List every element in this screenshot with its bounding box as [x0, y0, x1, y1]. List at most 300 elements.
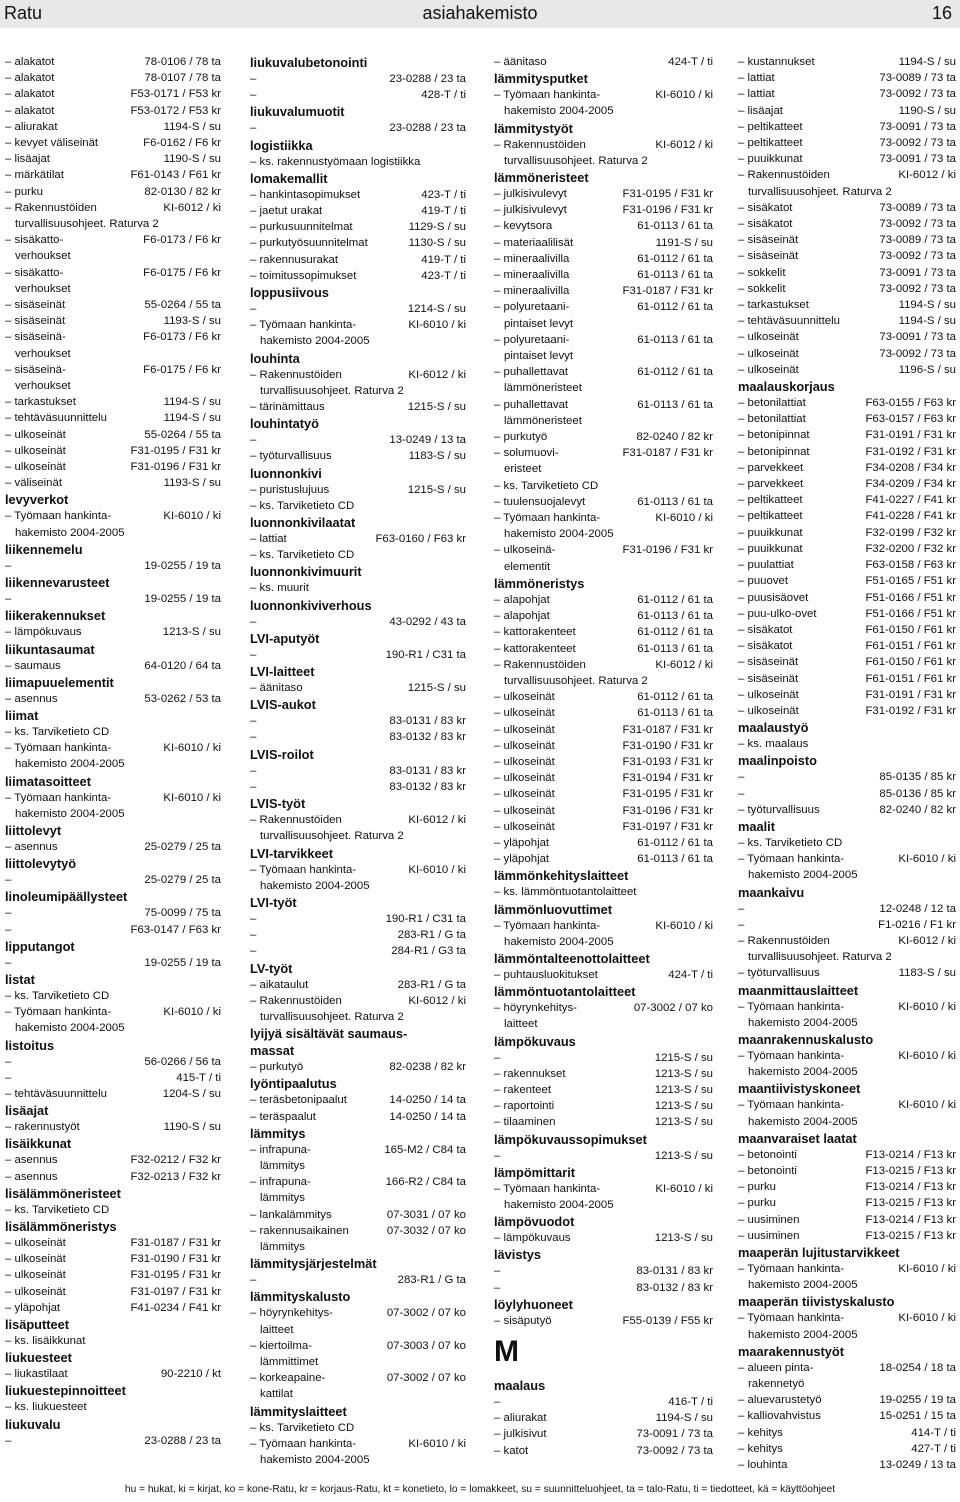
index-entry: [494, 835, 713, 851]
index-entry: [250, 614, 466, 630]
entry-reference: 1213-S / su: [654, 1232, 713, 1245]
entry-reference: F51-0165 / F51 kr: [865, 575, 956, 588]
entry-reference: F34-0209 / F34 kr: [865, 478, 956, 491]
entry-term: – lattiat: [738, 70, 775, 86]
index-entry-continuation: eristeet: [504, 463, 542, 476]
index-entry: [250, 580, 466, 596]
index-heading: luonnonkivi: [250, 465, 322, 481]
index-entry-continuation: hakemisto 2004-2005: [748, 1279, 858, 1292]
index-heading: liukuesteet: [5, 1350, 72, 1366]
index-entry: [5, 443, 221, 459]
entry-reference: F31-0191 / F31 kr: [865, 688, 956, 701]
entry-term: – mineraalivilla: [494, 283, 569, 299]
entry-reference: 73-0092 / 73 ta: [879, 137, 956, 150]
index-entry: [5, 54, 221, 70]
index-entry: [494, 283, 713, 299]
entry-reference: 53-0262 / 53 ta: [144, 692, 221, 705]
index-entry: [738, 622, 956, 638]
index-entry: [5, 1119, 221, 1135]
entry-reference: 73-0092 / 73 ta: [636, 1444, 713, 1457]
index-entry: [250, 729, 466, 745]
index-entry-continuation: verhoukset: [15, 250, 71, 263]
entry-reference: 07-3032 / 07 ko: [386, 1224, 466, 1237]
entry-reference: F6-0175 / F6 kr: [143, 266, 221, 279]
entry-reference: F13-0214 / F13 kr: [865, 1213, 956, 1226]
entry-reference: F31-0192 / F31 kr: [865, 445, 956, 458]
index-entry: [738, 1163, 956, 1179]
entry-reference: F13-0214 / F13 kr: [865, 1148, 956, 1161]
index-entry-continuation: verhoukset: [15, 380, 71, 393]
index-entry: [5, 459, 221, 475]
entry-reference: 423-T / ti: [421, 188, 466, 201]
index-column-4: [738, 54, 956, 1473]
entry-reference: F53-0172 / F53 kr: [130, 104, 221, 117]
entry-term: – katot: [494, 1443, 528, 1459]
entry-term: – ulkoseinät: [494, 705, 555, 721]
entry-reference: 1215-S / su: [407, 682, 466, 695]
index-heading: maalinpoisto: [738, 753, 817, 769]
entry-reference: 14-0250 / 14 ta: [389, 1110, 466, 1123]
entry-reference: KI-6010 / ki: [898, 853, 956, 866]
index-entry: [250, 1338, 466, 1354]
entry-reference: 85-0136 / 85 kr: [879, 787, 956, 800]
page-title: asiahakemisto: [422, 3, 538, 23]
entry-term: – Työmaan hankinta-: [738, 1048, 844, 1064]
entry-reference: F34-0208 / F34 kr: [865, 461, 956, 474]
index-entry: [494, 299, 713, 315]
index-entry: [5, 790, 221, 806]
index-entry: [250, 268, 466, 284]
entry-term: – ulkoseinät: [5, 1235, 66, 1251]
entry-reference: F41-0228 / F41 kr: [865, 510, 956, 523]
index-entry: [738, 687, 956, 703]
entry-reference: 1191-S / su: [655, 236, 713, 249]
entry-reference: 428-T / ti: [421, 89, 466, 102]
index-entry: [5, 1399, 221, 1415]
entry-reference: 1130-S / su: [408, 237, 466, 250]
entry-reference: 1190-S / su: [163, 153, 221, 166]
index-entry: [5, 1333, 221, 1349]
entry-term: – purkusuunnitelmat: [250, 219, 353, 235]
index-entry: [5, 232, 221, 248]
entry-reference: 83-0132 / 83 kr: [636, 1281, 713, 1294]
index-entry: [738, 508, 956, 524]
entry-term: – tarkastukset: [5, 394, 76, 410]
index-entry: [250, 713, 466, 729]
entry-term: – sisäseinät: [738, 671, 798, 687]
entry-reference: 73-0091 / 73 ta: [636, 1428, 713, 1441]
index-heading: lämpökuvaus: [494, 1033, 576, 1049]
entry-term: – peltikatteet: [738, 492, 803, 508]
entry-term: – ulkoseinä-: [494, 542, 555, 558]
index-entry: [494, 819, 713, 835]
entry-term: – Työmaan hankinta-: [5, 1004, 111, 1020]
entry-reference: F31-0197 / F31 kr: [130, 1285, 221, 1298]
entry-term: – asennus: [5, 1169, 58, 1185]
entry-term: – betonointi: [738, 1147, 797, 1163]
entry-reference: 283-R1 / G ta: [397, 1274, 466, 1287]
index-entry: [250, 1092, 466, 1108]
index-entry-continuation: hakemisto 2004-2005: [504, 1198, 614, 1211]
entry-term: – sisäkatot: [738, 200, 792, 216]
index-entry-continuation: lämmittimet: [260, 1355, 319, 1368]
index-heading: massat: [250, 1043, 295, 1059]
index-entry: [738, 1147, 956, 1163]
entry-term: – ulkoseinät: [5, 1251, 66, 1267]
index-entry: [5, 508, 221, 524]
entry-term: – ulkoseinät: [738, 703, 799, 719]
index-entry: [738, 654, 956, 670]
index-heading: LVI-työt: [250, 894, 297, 910]
entry-term: – aliurakat: [5, 119, 58, 135]
entry-reference: 73-0091 / 73 ta: [879, 153, 956, 166]
index-entry: [250, 301, 466, 317]
entry-reference: 61-0113 / 61 ta: [637, 398, 713, 411]
entry-term: – Työmaan hankinta-: [738, 851, 844, 867]
index-entry: [494, 1263, 713, 1279]
entry-term: – tarkastukset: [738, 297, 809, 313]
index-entry: [5, 1054, 221, 1070]
index-heading: linoleumipäällysteet: [5, 889, 128, 905]
entry-term: – saumaus: [5, 658, 61, 674]
entry-reference: 61-0112 / 61 ta: [637, 691, 713, 704]
entry-term: – lankalämmitys: [250, 1207, 332, 1223]
entry-reference: F41-0227 / F41 kr: [865, 494, 956, 507]
entry-term: – puuikkunat: [738, 541, 803, 557]
index-heading: luonnonkiviverhous: [250, 597, 372, 613]
index-entry: [5, 955, 221, 971]
entry-term: – Työmaan hankinta-: [250, 862, 356, 878]
index-heading: listoitus: [5, 1037, 55, 1053]
index-entry: [738, 444, 956, 460]
entry-reference: 166-R2 / C84 ta: [385, 1176, 466, 1189]
entry-term: – ks. Tarviketieto CD: [250, 547, 354, 563]
index-heading: liukuvalu: [5, 1416, 61, 1432]
entry-term: – toimitussopimukset: [250, 268, 356, 284]
index-heading: lämmitysputket: [494, 71, 588, 87]
index-entry-continuation: turvallisuusohjeet. Raturva 2: [748, 185, 892, 198]
index-entry: [250, 547, 466, 563]
index-entry: [5, 1070, 221, 1086]
index-entry: [5, 410, 221, 426]
entry-term: – työturvallisuus: [738, 802, 820, 818]
entry-reference: 73-0089 / 73 ta: [879, 72, 956, 85]
entry-reference: 1213-S / su: [654, 1149, 713, 1162]
entry-term: – teräspaalut: [250, 1109, 316, 1125]
entry-reference: [309, 580, 466, 596]
index-entry-continuation: hakemisto 2004-2005: [748, 1328, 858, 1341]
entry-reference: 1213-S / su: [654, 1083, 713, 1096]
index-heading: lämmöneristeet: [494, 170, 589, 186]
entry-term: – sisäseinät: [5, 313, 65, 329]
entry-term: – purku: [738, 1195, 776, 1211]
index-entry: [738, 1408, 956, 1424]
entry-term: – purku: [5, 184, 43, 200]
entry-term: – ulkoseinät: [738, 362, 799, 378]
entry-reference: 1194-S / su: [163, 120, 221, 133]
entry-term: – sisäputyö: [494, 1313, 552, 1329]
entry-term: – Rakennustöiden: [250, 993, 342, 1009]
entry-reference: KI-6010 / ki: [163, 510, 221, 523]
entry-term: – ks. maalaus: [738, 736, 808, 752]
index-heading: lisäikkunat: [5, 1136, 72, 1152]
index-entry-continuation: kattilat: [260, 1388, 293, 1401]
entry-term: – ulkoseinät: [494, 786, 555, 802]
entry-reference: 1213-S / su: [162, 626, 221, 639]
entry-term: – Työmaan hankinta-: [494, 1181, 600, 1197]
entry-term: – betonipinnat: [738, 444, 810, 460]
entry-term: – ks. Tarviketieto CD: [494, 478, 598, 494]
entry-reference: 07-3031 / 07 ko: [386, 1208, 466, 1221]
index-entry: [250, 1174, 466, 1190]
index-heading: lämpövuodot: [494, 1214, 575, 1230]
entry-reference: F13-0214 / F13 kr: [865, 1181, 956, 1194]
index-entry: [738, 917, 956, 933]
index-entry: [250, 943, 466, 959]
index-entry: [494, 251, 713, 267]
entry-reference: F1-0216 / F1 kr: [878, 918, 956, 931]
entry-reference: 414-T / ti: [911, 1426, 956, 1439]
entry-term: – kehitys: [738, 1441, 783, 1457]
index-entry: [250, 219, 466, 235]
index-entry: [738, 851, 956, 867]
entry-term: – uusiminen: [738, 1212, 799, 1228]
entry-term: – betonipinnat: [738, 427, 810, 443]
index-entry: [738, 786, 956, 802]
entry-term: – infrapuna-: [250, 1142, 311, 1158]
entry-reference: 1183-S / su: [408, 450, 466, 463]
entry-term: – lattiat: [250, 531, 287, 547]
entry-reference: F61-0143 / F61 kr: [130, 169, 221, 182]
entry-term: – sisäseinä-: [5, 329, 66, 345]
entry-reference: KI-6012 / ki: [408, 814, 466, 827]
index-heading: lämmityskalusto: [250, 1289, 351, 1305]
index-heading: lämmöntuotantolaitteet: [494, 984, 636, 1000]
entry-term: – mineraalivilla: [494, 267, 569, 283]
index-heading: lämmöneristys: [494, 575, 585, 591]
entry-term: – julkisivulevyt: [494, 186, 567, 202]
index-entry: [738, 573, 956, 589]
entry-reference: 1194-S / su: [898, 56, 956, 68]
index-entry: [250, 1142, 466, 1158]
index-entry: [5, 1086, 221, 1102]
entry-reference: 416-T / ti: [668, 1396, 713, 1408]
index-entry-continuation: lämmitys: [260, 1240, 305, 1253]
index-entry-continuation: lämmitys: [260, 1192, 305, 1205]
index-entry: [5, 872, 221, 888]
index-heading: maanmittauslaitteet: [738, 982, 859, 998]
entry-reference: 23-0288 / 23 ta: [144, 1434, 221, 1447]
index-entry: [494, 445, 713, 461]
index-entry: [250, 1059, 466, 1075]
index-heading: maalaus: [494, 1378, 546, 1393]
entry-term: – puuikkunat: [738, 525, 803, 541]
entry-term: – tilaaminen: [494, 1114, 555, 1130]
index-heading: LV-työt: [250, 960, 293, 976]
index-entry: [494, 1410, 713, 1426]
entry-reference: 82-0130 / 82 kr: [144, 185, 221, 198]
index-entry: [5, 167, 221, 183]
entry-term: – yläpohjat: [494, 835, 549, 851]
entry-term: – sisäseinät: [738, 232, 798, 248]
index-entry: [738, 492, 956, 508]
entry-reference: F13-0215 / F13 kr: [865, 1197, 956, 1210]
index-entry: [494, 267, 713, 283]
entry-term: – lattiat: [738, 86, 775, 102]
index-entry: [494, 803, 713, 819]
entry-reference: KI-6010 / ki: [898, 1263, 956, 1275]
entry-reference: KI-6012 / ki: [898, 169, 956, 182]
entry-term: – rakennustyöt: [5, 1119, 80, 1135]
entry-reference: 64-0120 / 64 ta: [144, 659, 221, 672]
entry-term: – ulkoseinät: [494, 770, 555, 786]
entry-reference: 61-0113 / 61 ta: [637, 220, 713, 233]
entry-reference: 82-0240 / 82 kr: [879, 803, 956, 816]
entry-reference: 19-0255 / 19 ta: [144, 559, 221, 572]
index-heading: liimatasoitteet: [5, 773, 92, 789]
index-entry: [5, 1366, 221, 1382]
entry-term: – lisäajat: [738, 103, 783, 119]
index-entry-continuation: verhoukset: [15, 282, 71, 295]
index-entry: [494, 1114, 713, 1130]
index-entry-continuation: hakemisto 2004-2005: [748, 1066, 858, 1079]
entry-term: – rakennusaikainen: [250, 1223, 349, 1239]
entry-term: – Rakennustöiden: [250, 367, 342, 383]
entry-term: – liukastilaat: [5, 1366, 68, 1382]
entry-term: – kevyet väliseinät: [5, 135, 98, 151]
entry-term: – Työmaan hankinta-: [494, 87, 600, 103]
index-entry: [738, 135, 956, 151]
entry-reference: 83-0131 / 83 kr: [636, 1265, 713, 1278]
index-entry: [494, 332, 713, 348]
page-header: [0, 0, 960, 28]
entry-term: – sisäseinät: [738, 654, 798, 670]
entry-reference: 83-0131 / 83 kr: [389, 764, 466, 777]
entry-reference: 07-3002 / 07 ko: [633, 1002, 713, 1015]
entry-reference: 1215-S / su: [407, 401, 466, 414]
entry-term: – sisäseinä-: [5, 362, 66, 378]
index-entry: [250, 498, 466, 514]
index-entry: [494, 1148, 713, 1164]
entry-term: – polyuretaani-: [494, 332, 569, 348]
index-entry: [5, 1300, 221, 1316]
index-heading: lyöntipaalutus: [250, 1076, 337, 1092]
entry-reference: F63-0157 / F63 kr: [865, 413, 956, 426]
index-entry: [494, 364, 713, 380]
entry-term: – Työmaan hankinta-: [250, 317, 356, 333]
index-entry-continuation: hakemisto 2004-2005: [15, 807, 125, 820]
entry-reference: 73-0092 / 73 ta: [879, 347, 956, 360]
index-entry: [738, 119, 956, 135]
entry-reference: KI-6012 / ki: [655, 658, 713, 671]
index-heading: liukuvalubetonointi: [250, 55, 368, 70]
entry-reference: 1215-S / su: [407, 483, 466, 496]
entry-reference: 18-0254 / 18 ta: [879, 1361, 956, 1374]
index-entry: [250, 911, 466, 927]
entry-term: – louhinta: [738, 1457, 787, 1473]
index-entry-continuation: turvallisuusohjeet. Raturva 2: [260, 830, 404, 843]
index-entry: [250, 154, 466, 170]
entry-reference: 1196-S / su: [898, 363, 956, 376]
entry-term: – sisäkatto-: [5, 265, 63, 281]
entry-term: – sisäseinät: [738, 248, 798, 264]
index-heading: maantiivistyskoneet: [738, 1081, 861, 1097]
entry-term: – sokkelit: [738, 265, 785, 281]
index-heading: louhinta: [250, 350, 300, 366]
entry-term: – ks. Tarviketieto CD: [5, 988, 109, 1004]
index-entry: [250, 87, 466, 103]
entry-term: – Työmaan hankinta-: [5, 790, 111, 806]
index-entry: [250, 235, 466, 251]
entry-reference: F63-0147 / F63 kr: [130, 923, 221, 936]
entry-term: – väliseinät: [5, 475, 62, 491]
index-entry: [494, 1394, 713, 1410]
entry-term: – äänitaso: [494, 54, 547, 70]
entry-term: – ulkoseinät: [5, 443, 66, 459]
entry-term: – työturvallisuus: [738, 965, 820, 981]
index-heading: lämpökuvaussopimukset: [494, 1131, 647, 1147]
index-entry: [250, 432, 466, 448]
index-entry: [494, 967, 713, 983]
entry-reference: 07-3002 / 07 ko: [386, 1307, 466, 1320]
index-entry-continuation: hakemisto 2004-2005: [748, 869, 858, 882]
entry-reference: F31-0187 / F31 kr: [622, 447, 713, 460]
index-heading: LVIS-aukot: [250, 697, 316, 713]
entry-reference: 73-0092 / 73 ta: [879, 88, 956, 101]
entry-term: – peltikatteet: [738, 119, 803, 135]
entry-reference: 61-0112 / 61 ta: [637, 366, 713, 379]
entry-term: – höyrynkehitys-: [250, 1305, 333, 1321]
index-entry: [494, 1181, 713, 1197]
index-entry-continuation: hakemisto 2004-2005: [504, 528, 614, 541]
index-entry: [250, 1272, 466, 1288]
entry-reference: F51-0166 / F51 kr: [865, 591, 956, 604]
entry-term: – teräsbetonipaalut: [250, 1092, 347, 1108]
entry-reference: F61-0150 / F61 kr: [865, 623, 956, 636]
entry-reference: 1213-S / su: [654, 1116, 713, 1129]
entry-reference: 190-R1 / C31 ta: [385, 912, 466, 925]
entry-reference: KI-6010 / ki: [408, 863, 466, 876]
index-entry: [5, 1251, 221, 1267]
index-entry: [738, 297, 956, 313]
entry-term: – peltikatteet: [738, 508, 803, 524]
entry-reference: KI-6010 / ki: [655, 919, 713, 932]
index-entry: [250, 927, 466, 943]
index-entry: [494, 884, 713, 900]
index-entry: [738, 460, 956, 476]
index-entry: [494, 689, 713, 705]
index-entry: [5, 724, 221, 740]
index-entry: [738, 216, 956, 232]
index-entry: [738, 1195, 956, 1211]
index-column-3: [494, 54, 713, 1459]
index-entry: [250, 779, 466, 795]
index-entry: [738, 395, 956, 411]
entry-term: – alueen pinta-: [738, 1360, 813, 1376]
index-entry: [738, 151, 956, 167]
index-entry: [250, 977, 466, 993]
entry-term: – ulkoseinät: [5, 1284, 66, 1300]
index-entry: [494, 1000, 713, 1016]
entry-term: – parvekkeet: [738, 476, 803, 492]
index-entry: [738, 329, 956, 345]
index-entry: [250, 1305, 466, 1321]
entry-reference: F61-0151 / F61 kr: [865, 672, 956, 685]
entry-reference: 1193-S / su: [163, 315, 221, 328]
index-entry: [5, 362, 221, 378]
index-heading: LVI-tarvikkeet: [250, 845, 333, 861]
entry-term: – puristuslujuus: [250, 482, 329, 498]
